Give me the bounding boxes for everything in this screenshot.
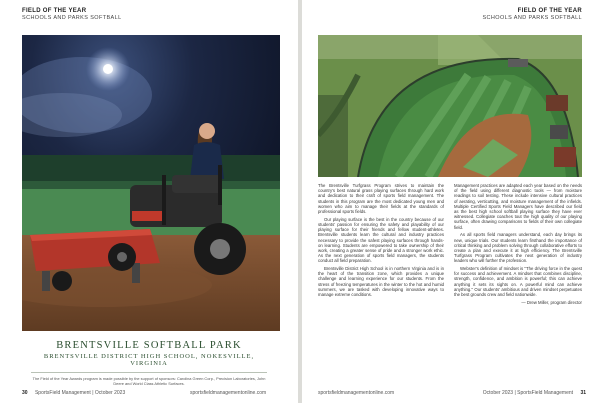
title-divider: [31, 372, 267, 373]
column1-paragraph-2: Our playing surface is the best in the country because of our students' passion for ensuring the safety and playability of our playing surface for their friends and fellow student-athletes. Brentsville students learn the cultural and industry practices necessary to provide the safest playing surfaces through hands-on learning. Students are empowered to take ownership of their work, creating a greater sense of pride and a stronger work ethic. As the next generation of sports field managers, the students conduct all field preparation.: [318, 216, 444, 264]
article-column-2: [454, 183, 582, 307]
right-header-section: SCHOOLS AND PARKS SOFTBALL: [482, 15, 582, 21]
column1-paragraph-1: The Brentsville Turfgrass Program strives to maintain the country's best natural grass playing surfaces through hard work and dedication to their craft of sports field management. The students in this program are the most dedicated young men and women who aim to manage their fields at the standards of professional sports fields.: [318, 183, 444, 215]
left-header-kicker: FIELD OF THE YEAR: [22, 8, 87, 14]
left-footer-magazine: SportsField Management: [34, 390, 91, 396]
field-title-block: [24, 340, 274, 386]
column2-paragraph-1: Management practices are adapted each year based on the needs of the field using different diagnostic tools — from moisture readings to soil testing. These include intensive cultural practices of aerating, verticutting, and moisture management of the infields. Multiple Certified Sports Field Managers have described our field as the best high school softball playing surface they have ever witnessed. Collegiate coaches tout the high quality of our playing surface, often drawing comparisons to fields of their own collegiate field.: [454, 183, 582, 230]
right-page: [302, 0, 600, 403]
column2-paragraph-3: Webster's definition of mindset is "The driving force in the quest for success and achievement. A mindset that combines discipline, strength, confidence, and ambition is powerful; this can achieve anything it sets its sights on. A powerful mind can achieve anything." Our students' ambitious and driven mindset perpetuates the best grounds crew and field nationwide.: [454, 266, 582, 298]
right-footer-issue: October 2023: [482, 390, 514, 396]
right-footer-magazine: SportsField Management: [517, 390, 574, 396]
article-column-1: [318, 183, 444, 300]
right-footer-url: sportsfieldmanagementonline.com: [318, 390, 395, 396]
mower-photo: [22, 35, 280, 331]
column2-paragraph-2: As all sports field managers understand, each day brings its new, unique trials. Our students learn firsthand the importance of critical thinking and problem solving through collaborative efforts to create a plan and execute it at high efficiency. The Brentsville Turfgrass Program cultivates the next generation of industry leaders who will further the profession.: [454, 232, 582, 264]
left-page-number: 30: [22, 390, 28, 396]
column1-paragraph-3: Brentsville District High School is in northern Virginia and is in the heart of the transition zone, which provides a unique challenge and learning experience for our students. From the stress of freezing temperatures in the winter to the hot and humid summers, we are tasked with developing innovative ways to manage extreme conditions.: [318, 266, 444, 298]
left-footer-url: sportsfieldmanagementonline.com: [190, 390, 267, 396]
left-footer: 30 SportsField Management | October 2023: [22, 390, 126, 396]
right-header-kicker: FIELD OF THE YEAR: [517, 8, 582, 14]
field-title: BRENTSVILLE SOFTBALL PARK: [56, 340, 242, 351]
left-header-section: SCHOOLS AND PARKS SOFTBALL: [22, 15, 122, 21]
right-page-number: 31: [580, 390, 586, 396]
right-footer: October 2023 | SportsField Management 31: [482, 390, 586, 396]
sponsor-credit: The Field of the Year Awards program is made possible by the support of sponsors: Carolina Green Corp., Precision Laboratories, John Deere and World Class Athletic Surfaces.: [32, 376, 266, 386]
left-footer-issue: October 2023: [94, 390, 126, 396]
field-subtitle: BRENTSVILLE DISTRICT HIGH SCHOOL, NOKESVILLE, VIRGINIA: [43, 353, 255, 367]
article-attribution: — Drew Miller, program director: [521, 299, 582, 305]
aerial-field-photo: [318, 35, 582, 177]
left-page: [0, 0, 298, 403]
